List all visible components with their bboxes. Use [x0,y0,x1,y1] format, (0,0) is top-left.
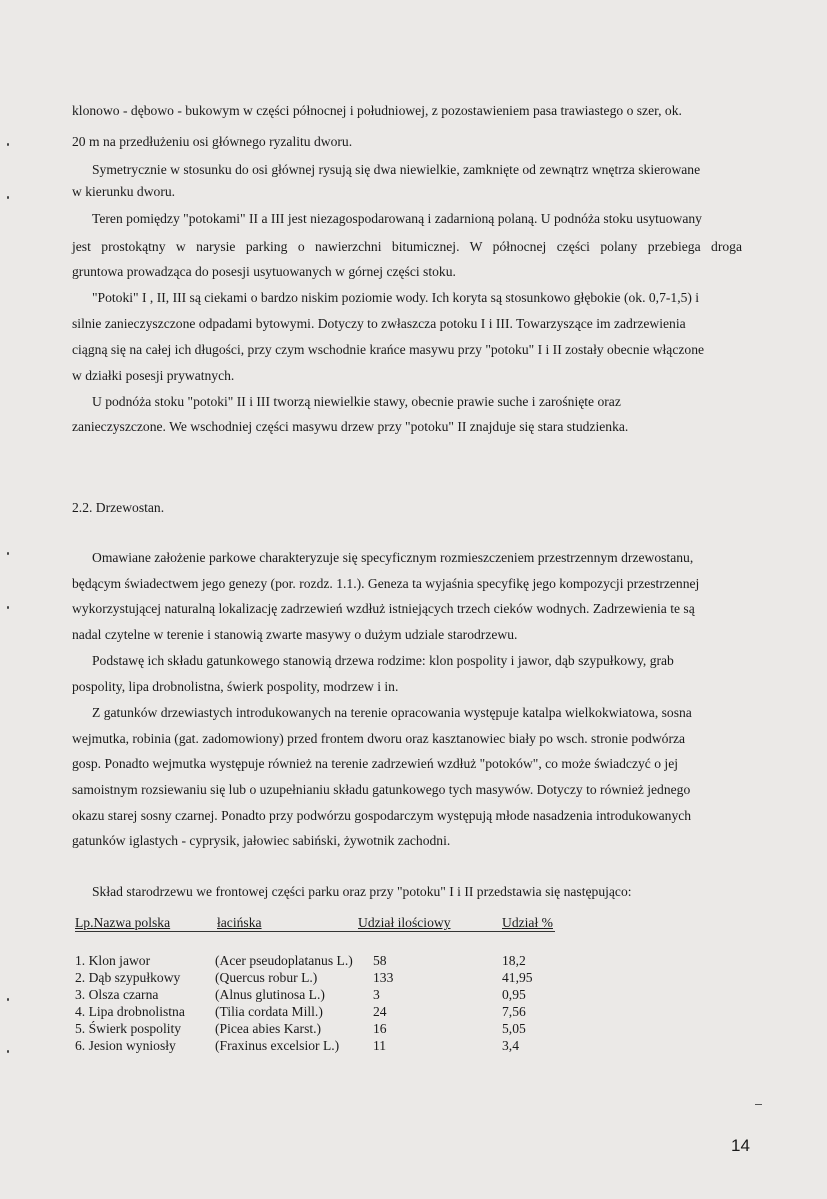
text-line: klonowo - dębowo - bukowym w części północnej i południowej, z pozostawieniem pasa trawiastego o szer, ok. [72,103,682,118]
scan-speck [7,552,9,555]
text-line: 20 m na przedłużeniu osi głównego ryzalitu dworu. [72,134,353,149]
cell-name: 1. Klon jawor [75,953,151,968]
scan-speck [7,143,9,146]
text-line: Omawiane założenie parkowe charakteryzuje się specyficznym rozmieszczeniem przestrzennym drzewostanu, [92,550,694,565]
cell-count: 16 [373,1021,387,1036]
section-heading: 2.2. Drzewostan. [72,500,165,515]
header-name-polish: Lp.Nazwa polska [75,915,171,930]
cell-percent: 18,2 [502,953,526,968]
text-line: będącym świadectwem jego genezy (por. rozdz. 1.1.). Geneza ta wyjaśnia specyfikę jego kompozycji przestrzennej [72,576,700,591]
text-line: Teren pomiędzy "potokami" II a III jest niezagospodarowaną i zadarnioną polaną. U podnóża stoku usytuowany [92,211,702,226]
text-line: wejmutka, robinia (gat. zadomowiony) przed frontem dworu oraz kasztanowiec biały po wsch. stronie podwórza [72,731,686,746]
table-header-rule [75,931,555,932]
text-line: Symetrycznie w stosunku do osi głównej rysują się dwa niewielkie, zamknięte od zewnątrz wnętrza skierowane [92,162,701,177]
cell-name: 2. Dąb szypułkowy [75,970,181,985]
cell-percent: 5,05 [502,1021,526,1036]
cell-latin: (Acer pseudoplatanus L.) [215,953,353,968]
text-line: gatunków iglastych - cyprysik, jałowiec sabiński, żywotnik zachodni. [72,833,451,848]
scan-speck [7,606,9,609]
page-number: 14 [731,1136,750,1155]
text-line: Z gatunków drzewiastych introdukowanych na terenie opracowania występuje katalpa wielkokwiatowa, sosna [92,705,692,720]
text-line: U podnóża stoku "potoki" II i III tworzą niewielkie stawy, obecnie prawie suche i zarośnięte oraz [92,394,621,409]
text-line: "Potoki" I , II, III są ciekami o bardzo niskim poziomie wody. Ich koryta są stosunkowo głębokie (ok. 0,7-1,5) i [92,290,700,305]
cell-percent: 7,56 [502,1004,526,1019]
scan-speck [7,1050,9,1053]
cell-latin: (Fraxinus excelsior L.) [215,1038,340,1053]
cell-percent: 0,95 [502,987,526,1002]
text-line: Podstawę ich składu gatunkowego stanowią drzewa rodzime: klon pospolity i jawor, dąb szypułkowy, grab [92,653,674,668]
scan-dash [755,1104,762,1105]
scan-speck [7,998,9,1001]
text-line: pospolity, lipa drobnolistna, świerk pospolity, modrzew i in. [72,679,399,694]
text-line: nadal czytelne w terenie i stanowią zwarte masywy o dużym udziale starodrzewu. [72,627,518,642]
text-line: jest prostokątny w narysie parking o nawierzchni bitumicznej. W północnej części polany przebiega droga [72,239,742,254]
cell-count: 24 [373,1004,387,1019]
text-line: wykorzystującej naturalną lokalizację zadrzewień wzdłuż istniejących trzech cieków wodnych. Zadrzewienia te są [72,601,695,616]
scan-speck [7,196,9,199]
text-line: ciągną się na całej ich długości, przy czym wschodnie krańce masywu przy "potoku" I i II zostały obecnie włączone [72,342,705,357]
cell-count: 133 [373,970,394,985]
header-percent: Udział % [502,915,553,930]
cell-latin: (Alnus glutinosa L.) [215,987,325,1002]
text-line: gosp. Ponadto wejmutka występuje również na terenie zadrzewień wzdłuż "potoków", co może świadczyć o jej [72,756,679,771]
text-line: w kierunku dworu. [72,184,176,199]
table-caption: Skład starodrzewu we frontowej części parku oraz przy "potoku" I i II przedstawia się następująco: [92,884,632,899]
text-line: silnie zanieczyszczone odpadami bytowymi. Dotyczy to zwłaszcza potoku I i III. Towarzyszące im zadrzewienia [72,316,686,331]
cell-name: 5. Świerk pospolity [75,1021,182,1036]
cell-count: 11 [373,1038,387,1053]
header-count: Udział ilościowy [358,915,451,930]
header-name-latin: łacińska [217,915,262,930]
cell-name: 6. Jesion wyniosły [75,1038,176,1053]
cell-percent: 41,95 [502,970,533,985]
text-line: samoistnym rozsiewaniu się lub o uzupełnianiu składu gatunkowego tych masywów. Dotyczy to również jednego [72,782,691,797]
cell-count: 58 [373,953,387,968]
cell-latin: (Picea abies Karst.) [215,1021,322,1036]
text-line: okazu starej sosny czarnej. Ponadto przy podwórzu gospodarczym występują młode nasadzenia introdukowanych [72,808,692,823]
cell-name: 3. Olsza czarna [75,987,159,1002]
cell-name: 4. Lipa drobnolistna [75,1004,185,1019]
text-line: zanieczyszczone. We wschodniej części masywu drzew przy "potoku" II znajduje się stara studzienka. [72,419,629,434]
cell-count: 3 [373,987,380,1002]
cell-latin: (Quercus robur L.) [215,970,318,985]
cell-latin: (Tilia cordata Mill.) [215,1004,323,1019]
text-line: w działki posesji prywatnych. [72,368,235,383]
text-line: gruntowa prowadząca do posesji usytuowanych w górnej części stoku. [72,264,456,279]
cell-percent: 3,4 [502,1038,519,1053]
